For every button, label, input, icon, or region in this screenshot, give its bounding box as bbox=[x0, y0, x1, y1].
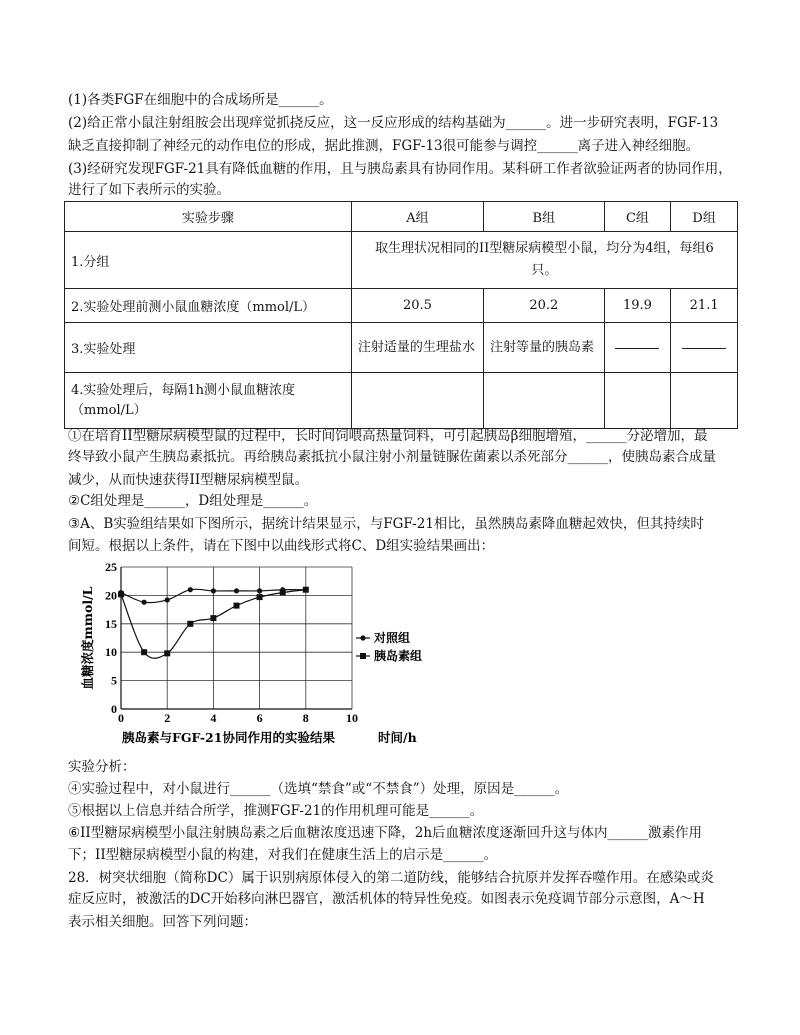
data-point-square bbox=[303, 587, 309, 593]
text-line: (3)经研究发现FGF-21具有降低血糖的作用，且与胰岛素具有协同作用。某科研工作者欲验证两者的协同作用， bbox=[68, 161, 732, 177]
data-point-square bbox=[280, 590, 286, 596]
x-tick-label: 10 bbox=[346, 711, 358, 725]
header-d: D组 bbox=[671, 202, 738, 232]
value-d: 21.1 bbox=[671, 289, 738, 323]
text-line: ⑤根据以上信息并结合所学，推测FGF-21的作用机理可能是______。 bbox=[68, 803, 484, 819]
data-point-square bbox=[257, 594, 263, 600]
data-point-square bbox=[187, 621, 193, 627]
data-point-square bbox=[141, 649, 147, 655]
text-line: ④实验过程中，对小鼠进行______（选填“禁食”或“不禁食”）处理，原因是______。 bbox=[68, 781, 569, 797]
row-label: 3.实验处理 bbox=[65, 323, 352, 373]
text-line: 症反应时，被激活的DC开始移向淋巴器官，激活机体的特异性免疫。如图表示免疫调节部分示意图，A～H bbox=[68, 891, 705, 907]
grouping-text: 取生理状况相同的II型糖尿病模型小鼠，均分为4组，每组6只。 bbox=[351, 232, 737, 289]
header-a: A组 bbox=[351, 202, 483, 232]
data-point-circle bbox=[142, 600, 147, 605]
text-line: 实验分析： bbox=[68, 759, 136, 775]
data-point-square bbox=[164, 650, 170, 656]
table-row bbox=[65, 323, 738, 373]
header-step: 实验步骤 bbox=[65, 202, 352, 232]
text-line: (2)给正常小鼠注射组胺会出现痒觉抓挠反应，这一反应形成的结构基础为______。进一步研究表明，FGF-13 bbox=[68, 115, 719, 131]
legend-label: 对照组 bbox=[374, 631, 411, 645]
text-line: 间短。根据以上条件，请在下图中以曲线形式将C、D组实验结果画出： bbox=[68, 538, 495, 554]
result-d-empty bbox=[671, 373, 738, 429]
value-b: 20.2 bbox=[484, 289, 605, 323]
chart-title: 胰岛素与FGF-21协同作用的实验结果 bbox=[122, 730, 335, 745]
y-tick-label: 5 bbox=[111, 673, 117, 688]
table-header-row bbox=[65, 202, 738, 232]
text-line: 缺乏直接抑制了神经元的动作电位的形成，据此推测，FGF-13很可能参与调控______离子进入神经细胞。 bbox=[68, 138, 700, 154]
x-tick-label: 6 bbox=[256, 711, 263, 725]
data-point-circle bbox=[234, 588, 239, 593]
treatment-c-blank bbox=[604, 323, 671, 373]
y-axis-label: 血糖浓度mmol/L bbox=[80, 586, 95, 690]
x-tick-label: 4 bbox=[210, 711, 217, 725]
treatment-a: 注射适量的生理盐水 bbox=[351, 323, 483, 373]
y-tick-label: 10 bbox=[105, 645, 117, 660]
row-label: 1.分组 bbox=[65, 232, 352, 289]
table-row bbox=[65, 232, 738, 289]
y-tick-label: 25 bbox=[105, 560, 117, 574]
row-label: 4.实验处理后，每隔1h测小鼠血糖浓度（mmol/L） bbox=[65, 373, 352, 429]
legend-label: 胰岛素组 bbox=[374, 649, 423, 663]
data-point-square bbox=[234, 603, 240, 609]
data-point-square bbox=[118, 591, 124, 597]
row-label: 2.实验处理前测小鼠血糖浓度（mmol/L） bbox=[65, 289, 352, 323]
result-a-empty bbox=[351, 373, 483, 429]
y-tick-label: 15 bbox=[105, 616, 117, 631]
text-line: 28．树突状细胞（简称DC）属于识别病原体侵入的第二道防线，能够结合抗原并发挥吞噬作用。在感染或炎 bbox=[68, 870, 714, 886]
result-c-empty bbox=[604, 373, 671, 429]
text-line: ⑥II型糖尿病模型小鼠注射胰岛素之后血糖浓度迅速下降，2h后血糖浓度逐渐回升这与体内______激素作用 bbox=[68, 825, 703, 841]
text-line: (1)各类FGF在细胞中的合成场所是______。 bbox=[68, 92, 333, 108]
y-tick-label: 0 bbox=[111, 702, 117, 716]
text-line: 下；II型糖尿病模型小鼠的构建，对我们在健康生活上的启示是______。 bbox=[68, 847, 498, 863]
data-point-circle bbox=[165, 597, 170, 602]
treatment-d-blank bbox=[671, 323, 738, 373]
blank-line bbox=[615, 347, 659, 349]
result-b-empty bbox=[484, 373, 605, 429]
text-line: ②C组处理是______，D组处理是______。 bbox=[68, 493, 318, 509]
text-line: ③A、B实验组结果如下图所示，据统计结果显示，与FGF-21相比，虽然胰岛素降血糖起效快，但其持续时 bbox=[68, 516, 704, 532]
header-c: C组 bbox=[604, 202, 671, 232]
text-line: 终导致小鼠产生胰岛素抵抗。再给胰岛素抵抗小鼠注射小剂量链脲佐菌素以杀死部分______，使胰岛素合成量 bbox=[68, 449, 716, 465]
text-line: 表示相关细胞。回答下列问题： bbox=[68, 914, 257, 930]
blood-glucose-chart bbox=[70, 560, 490, 750]
x-tick-label: 2 bbox=[164, 711, 171, 725]
treatment-b: 注射等量的胰岛素 bbox=[484, 323, 605, 373]
y-tick-label: 20 bbox=[105, 588, 117, 603]
x-tick-label: 8 bbox=[302, 711, 309, 725]
table-row bbox=[65, 373, 738, 429]
blank-line bbox=[682, 347, 726, 349]
text-line: ①在培育II型糖尿病模型鼠的过程中，长时间饲喂高热量饲料，可引起胰岛β细胞增殖，______分泌增加，最 bbox=[68, 428, 708, 444]
value-a: 20.5 bbox=[351, 289, 483, 323]
text-line: 减少，从而快速获得II型糖尿病模型鼠。 bbox=[68, 472, 309, 488]
legend-marker-square bbox=[360, 653, 366, 659]
data-point-circle bbox=[188, 587, 193, 592]
x-axis-label: 时间/h bbox=[378, 730, 417, 745]
x-tick-label: 0 bbox=[118, 711, 124, 725]
data-point-circle bbox=[257, 588, 262, 593]
data-point-circle bbox=[211, 588, 216, 593]
legend-marker-circle bbox=[360, 635, 365, 640]
text-line: 进行了如下表所示的实验。 bbox=[68, 182, 230, 198]
data-point-square bbox=[210, 615, 216, 621]
table-row bbox=[65, 289, 738, 323]
header-b: B组 bbox=[484, 202, 605, 232]
experiment-table bbox=[64, 201, 738, 429]
value-c: 19.9 bbox=[604, 289, 671, 323]
